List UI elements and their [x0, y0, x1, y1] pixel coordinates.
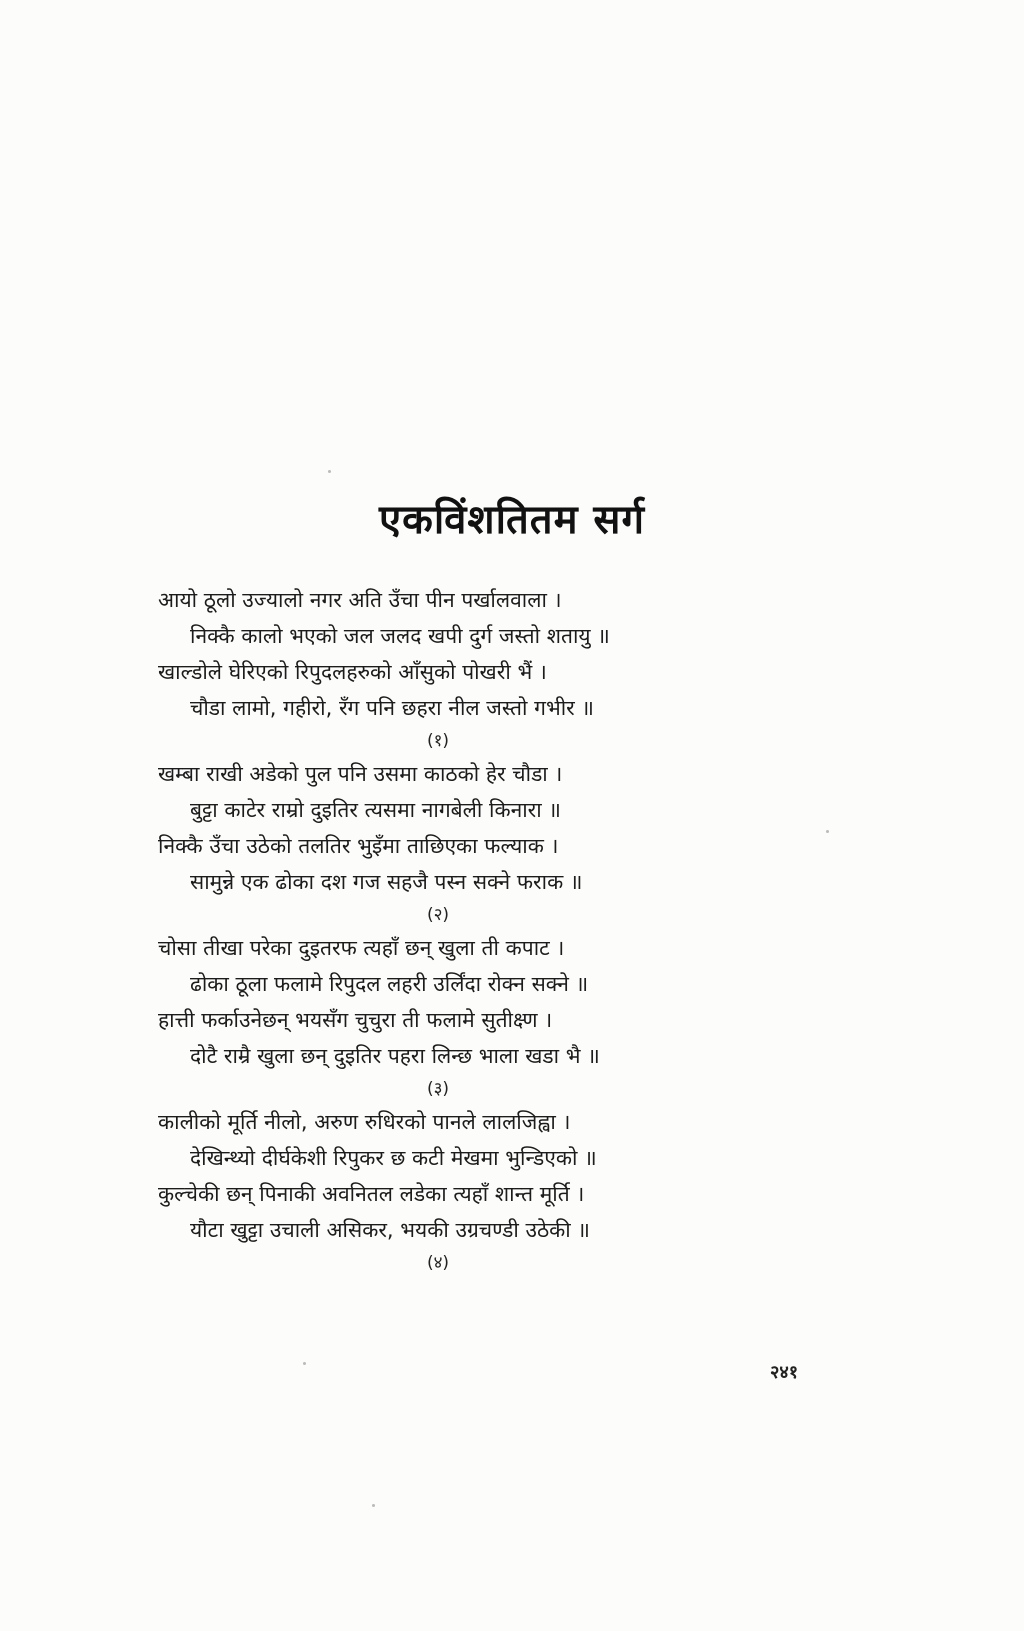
verse-line: चोसा तीखा परेका दुइतरफ त्यहाँ छन् खुला ती कपाट ।	[158, 936, 565, 960]
verse-line: आयो ठूलो उज्यालो नगर अति उँचा पीन पर्खालवाला ।	[158, 588, 562, 612]
page-number: २४१	[770, 1362, 799, 1383]
scan-speck	[328, 470, 331, 473]
verse-line: खम्बा राखी अडेको पुल पनि उसमा काठको हेर चौडा ।	[158, 762, 563, 786]
stanza-number: (१)	[426, 731, 450, 751]
scan-speck	[826, 830, 829, 833]
verse-line: कुल्चेकी छन् पिनाकी अवनितल लडेका त्यहाँ शान्त मूर्ति ।	[158, 1182, 585, 1206]
stanza-number: (२)	[426, 905, 450, 925]
verse-line: खाल्डोले घेरिएको रिपुदलहरुको आँसुको पोखरी भैं ।	[158, 660, 547, 684]
verse-line: कालीको मूर्ति नीलो, अरुण रुधिरको पानले लालजिह्वा ।	[158, 1110, 571, 1134]
verse-block	[158, 582, 758, 1278]
stanza-number: (३)	[426, 1079, 450, 1099]
verse-line: सामुन्ने एक ढोका दश गज सहजै पस्न सक्ने फराक ॥	[190, 870, 583, 894]
chapter-title: एकविंशतितम सर्ग	[378, 497, 645, 543]
stanza-number: (४)	[426, 1253, 450, 1273]
verse-line: देखिन्थ्यो दीर्घकेशी रिपुकर छ कटी मेखमा भुन्डिएको ॥	[190, 1146, 597, 1170]
verse-line: यौटा खुट्टा उचाली असिकर, भयकी उग्रचण्डी उठेकी ॥	[190, 1218, 590, 1242]
verse-line: निक्कै कालो भएको जल जलद खपी दुर्ग जस्तो शतायु ॥	[190, 624, 610, 648]
verse-line: हात्ती फर्काउनेछन् भयसँग चुचुरा ती फलामे सुतीक्ष्ण ।	[158, 1008, 553, 1032]
scan-speck	[303, 1362, 306, 1365]
verse-line: चौडा लामो, गहीरो, रँग पनि छहरा नील जस्तो गभीर ॥	[190, 696, 595, 720]
verse-line: ढोका ठूला फलामे रिपुदल लहरी उर्लिंदा रोक्न सक्ने ॥	[190, 972, 589, 996]
verse-line: बुट्टा काटेर राम्रो दुइतिर त्यसमा नागबेली किनारा ॥	[190, 798, 561, 822]
scan-speck	[372, 1504, 375, 1507]
verse-line: दोटै राम्रै खुला छन् दुइतिर पहरा लिन्छ भाला खडा भै ॥	[190, 1044, 600, 1068]
verse-line: निक्कै उँचा उठेको तलतिर भुइँमा ताछिएका फल्याक ।	[158, 834, 559, 858]
